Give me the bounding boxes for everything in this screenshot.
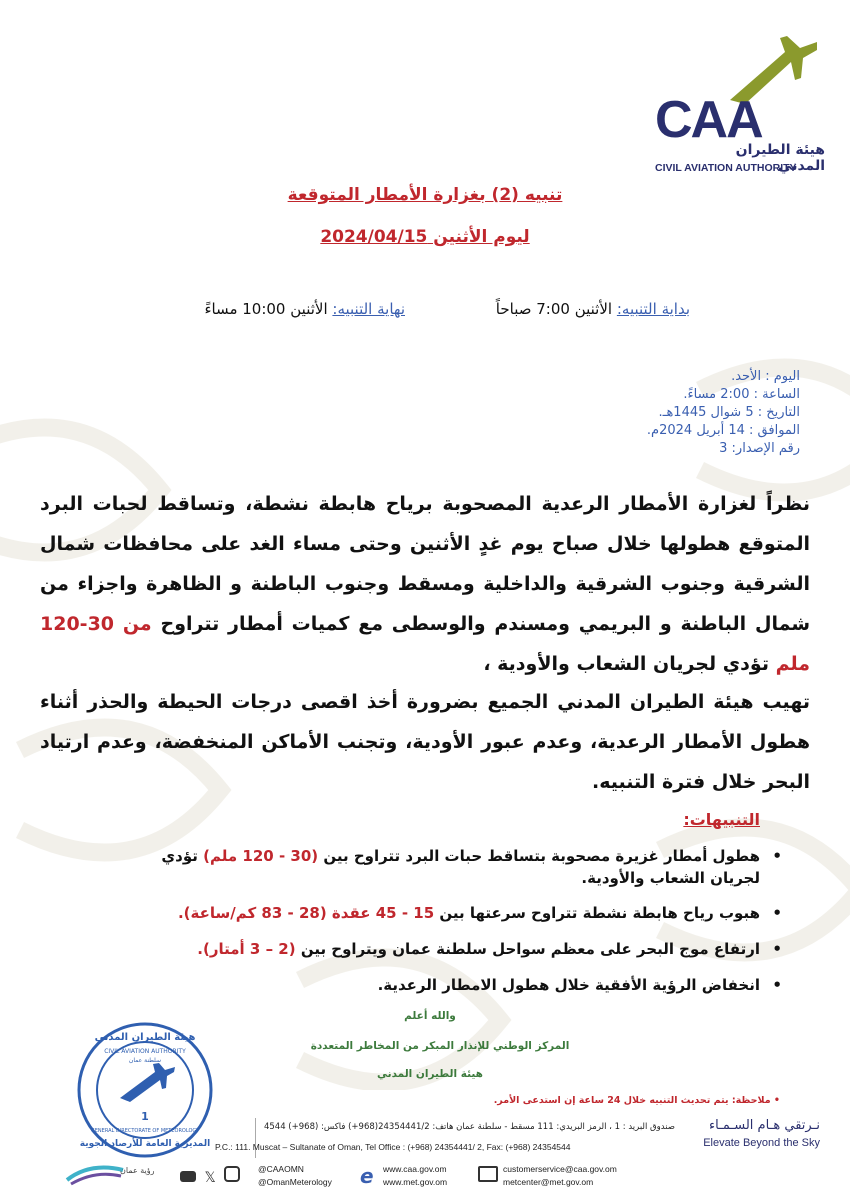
stamp-bottom-text: المديرية العامة للأرصاد الجوية bbox=[79, 1139, 211, 1149]
alert-highlight: (30 - 120 ملم) bbox=[203, 847, 319, 865]
warning-end-label: نهاية التنبيه: bbox=[332, 300, 405, 318]
issue-info bbox=[560, 368, 800, 458]
footer-address-en: P.C.: 111. Muscat – Sultanate of Oman, Tel Office : (+968) 24354441/ 2, Fax: (+968) 24354544 bbox=[215, 1142, 571, 1152]
paragraph-forecast-text: نظراً لغزارة الأمطار الرعدية المصحوبة برياح هابطة نشطة، وتساقط لحبات البرد المتوقع هطولها خلال صباح يوم غدٍ الأثنين وحتى مساء الغد على محافظات شمال الشرقية وجنوب الشرقية والداخلية ومسقط وجنوب الباطنة و الظاهرة واجزاء من شمال الباطنة و البريمي ومسندم والوسطى مع كميات أمطار تتراوح bbox=[40, 493, 811, 635]
web-icon: e bbox=[360, 1164, 374, 1188]
alert-text: انخفاض الرؤية الأفقية خلال هطول الامطار الرعدية. bbox=[377, 976, 760, 994]
stamp-en-text: CIVIL AVIATION AUTHORITY bbox=[104, 1048, 186, 1055]
email-customer-service[interactable]: customerservice@caa.gov.om bbox=[503, 1164, 617, 1174]
rain-amount-highlight: من 30-120 ملم bbox=[40, 613, 810, 675]
update-note bbox=[430, 1095, 780, 1106]
vision-text: رؤية عمان bbox=[120, 1166, 155, 1175]
paragraph-forecast-end: تؤدي لجريان الشعاب والأودية ، bbox=[483, 653, 769, 675]
official-stamp bbox=[75, 1020, 215, 1160]
issue-day: اليوم : الأحد. bbox=[731, 369, 800, 384]
email-met-center[interactable]: metcenter@met.gov.om bbox=[503, 1177, 594, 1187]
warning-start bbox=[440, 300, 690, 318]
footer-address-ar: صندوق البريد : 1 ، الرمز البريدي: 111 مسقط - سلطنة عمان هاتف: 24354441/2(968+) فاكس: (968+) 4544 bbox=[263, 1122, 675, 1132]
youtube-icon[interactable] bbox=[180, 1171, 196, 1182]
issue-time: الساعة : 2:00 مساءً. bbox=[683, 387, 800, 402]
x-icon[interactable]: 𝕏 bbox=[204, 1170, 216, 1186]
bullet-icon: • bbox=[772, 976, 782, 994]
bullet-icon: • bbox=[772, 940, 782, 958]
oman-vision-logo bbox=[65, 1160, 160, 1190]
social-handle-met[interactable]: @OmanMeterology bbox=[258, 1177, 332, 1187]
instagram-icon[interactable] bbox=[224, 1166, 240, 1182]
stamp-en2-text: GENERAL DIRECTORATE OF METEOROLOGY bbox=[90, 1128, 200, 1134]
bullet-icon: • bbox=[772, 904, 782, 922]
note-text: ملاحظة: يتم تحديث التنبيه خلال 24 ساعة إن استدعى الأمر. bbox=[493, 1095, 771, 1106]
paragraph-forecast bbox=[40, 484, 810, 684]
document-title: تنبيه (2) بغزارة الأمطار المتوقعة bbox=[287, 185, 563, 205]
footer-slogan-ar: نـرتقي هـام السـمـاء bbox=[709, 1118, 820, 1133]
paragraph-advisory: تهيب هيئة الطيران المدني الجميع بضرورة أخذ اقصى درجات الحيطة والحذر أثناء هطول الأمطار الرعدية، وعدم عبور الأودية، وتجنب الأماكن المنخفضة، وعدم ارتياد البحر خلال فترة التنبيه. bbox=[40, 691, 810, 793]
vision-swoosh-icon bbox=[65, 1160, 125, 1186]
warning-start-value: الأثنين 7:00 صباحاً bbox=[495, 300, 613, 318]
stamp-number: 1 bbox=[141, 1110, 149, 1123]
logo-arabic-name: هيئة الطيران المدني bbox=[735, 142, 825, 174]
alert-text: ارتفاع موج البحر على معظم سواحل سلطنة عمان ويتراوح بين bbox=[295, 940, 760, 958]
alerts-heading: التنبيهات: bbox=[683, 810, 760, 829]
logo-english-name: CIVIL AVIATION AUTHORITY bbox=[655, 162, 797, 174]
signature-center: المركز الوطني للإنذار المبكر من المخاطر المتعددة bbox=[310, 1040, 570, 1052]
website-met[interactable]: www.met.gov.om bbox=[383, 1177, 448, 1187]
warning-end bbox=[150, 300, 405, 318]
issue-hijri-date: التاريخ : 5 شوال 1445هـ. bbox=[658, 405, 800, 420]
social-icons bbox=[180, 1166, 260, 1186]
stamp-top-text: هيئة الطيران المدني bbox=[94, 1032, 196, 1043]
social-handle-caa[interactable]: @CAAOMN bbox=[258, 1164, 304, 1174]
warning-start-label: بداية التنبيه: bbox=[616, 300, 690, 318]
alert-item bbox=[110, 974, 782, 996]
warning-end-value: الأثنين 10:00 مساءً bbox=[204, 300, 328, 318]
note-bullet-icon: • bbox=[773, 1095, 780, 1106]
alert-item bbox=[110, 902, 782, 924]
issue-gregorian-date: الموافق : 14 أبريل 2024م. bbox=[646, 423, 800, 438]
website-caa[interactable]: www.caa.gov.om bbox=[383, 1164, 447, 1174]
stamp-mid-text: سلطنة عمان bbox=[128, 1057, 162, 1064]
caa-logo bbox=[645, 30, 825, 180]
mail-icon bbox=[478, 1166, 498, 1182]
signature-authority: هيئة الطيران المدني bbox=[377, 1068, 483, 1080]
alert-highlight: (2 – 3 أمتار). bbox=[197, 940, 296, 958]
bullet-icon: • bbox=[772, 847, 782, 865]
alert-text: هبوب رياح هابطة نشطة تتراوح سرعتها بين bbox=[434, 904, 760, 922]
footer-slogan-en: Elevate Beyond the Sky bbox=[703, 1137, 820, 1149]
document-subtitle: ليوم الأثنين 2024/04/15 bbox=[320, 227, 530, 247]
alert-item bbox=[110, 938, 782, 960]
alert-text-end: تؤدي لجريان الشعاب والأودية. bbox=[161, 847, 760, 887]
signature-closing: والله أعلم bbox=[404, 1010, 456, 1022]
issue-number: رقم الإصدار: 3 bbox=[719, 441, 800, 456]
alert-item bbox=[110, 845, 782, 889]
logo-caa-text: CAA bbox=[655, 91, 762, 149]
alert-highlight: 15 - 45 عقدة (28 - 83 كم/ساعة). bbox=[177, 904, 435, 922]
alert-text: هطول أمطار غزيرة مصحوبة بتساقط حبات البرد تتراوح بين bbox=[318, 847, 760, 865]
